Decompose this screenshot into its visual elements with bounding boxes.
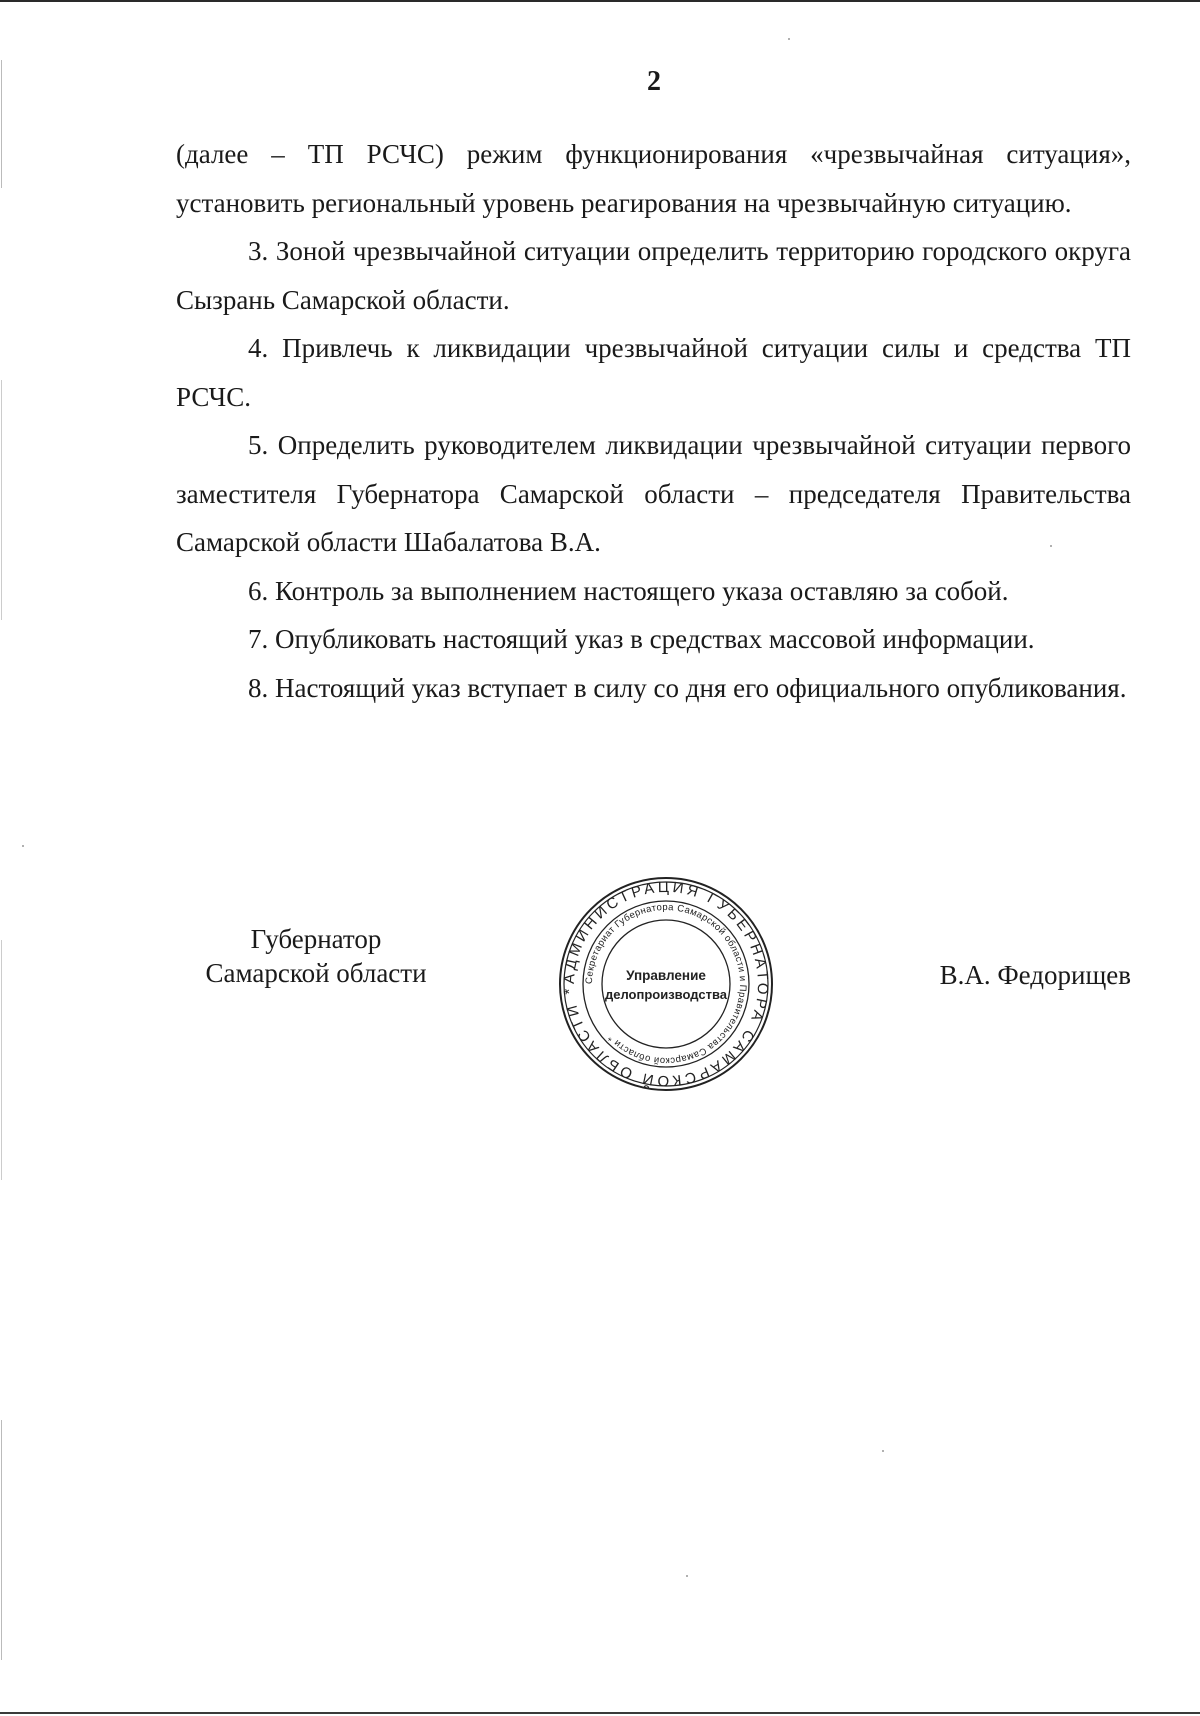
- signatory-name: В.А. Федорищев: [939, 960, 1131, 990]
- scan-speck: [1050, 545, 1052, 547]
- stamp-middle-border: [583, 901, 749, 1067]
- page-number: 2: [647, 66, 661, 97]
- scan-speck: [22, 845, 24, 847]
- scan-speck: [686, 1575, 688, 1577]
- stamp-center-line2: делопроизводства: [604, 987, 728, 1002]
- paragraph-5-head: 5. Определить руководителем ликвидации чрезвычайной ситуации первого заместителя Губернатора Самарской области – председателя Правительства Самарской области Шабалатова В.А.: [176, 430, 1131, 557]
- stamp-inner-text: Секретариат Губернатора Самарской области и Правительства Самарской области *: [583, 901, 749, 1067]
- scan-edge-left: [1, 60, 2, 1660]
- stamp-center-line1: Управление: [626, 968, 706, 983]
- paragraph-8-effective: 8. Настоящий указ вступает в силу со дня его официального опубликования.: [248, 672, 1127, 703]
- paragraph-7-publish: 7. Опубликовать настоящий указ в средствах массовой информации.: [248, 624, 1035, 654]
- paragraph-4-forces: 4. Привлечь к ликвидации чрезвычайной ситуации силы и средства ТП РСЧС.: [176, 333, 1131, 412]
- official-stamp: [555, 873, 777, 1095]
- paragraph-6-control: 6. Контроль за выполнением настоящего указа оставляю за собой.: [248, 575, 1009, 606]
- scan-edge-bottom: [0, 1712, 1200, 1714]
- stamp-outer-text: АДМИНИСТРАЦИЯ ГУБЕРНАТОРА САМАРСКОЙ ОБЛАСТИ *: [560, 878, 772, 1090]
- paragraph-continuation: (далее – ТП РСЧС) режим функционирования «чрезвычайная ситуация», установить региональный уровень реагирования на чрезвычайную ситуацию.: [176, 139, 1131, 218]
- stamp-inner-border: [602, 920, 730, 1048]
- paragraph-3-zone: 3. Зоной чрезвычайной ситуации определить территорию городского округа Сызрань Самарской области.: [176, 236, 1131, 315]
- scan-edge-top: [0, 0, 1200, 2]
- signatory-title: [176, 922, 456, 990]
- signatory-title-line2: Самарской области: [205, 958, 427, 988]
- document-body: [176, 130, 1131, 712]
- signatory-title-line1: Губернатор: [250, 924, 382, 954]
- scan-speck: [882, 1450, 884, 1452]
- scan-speck: [788, 38, 790, 40]
